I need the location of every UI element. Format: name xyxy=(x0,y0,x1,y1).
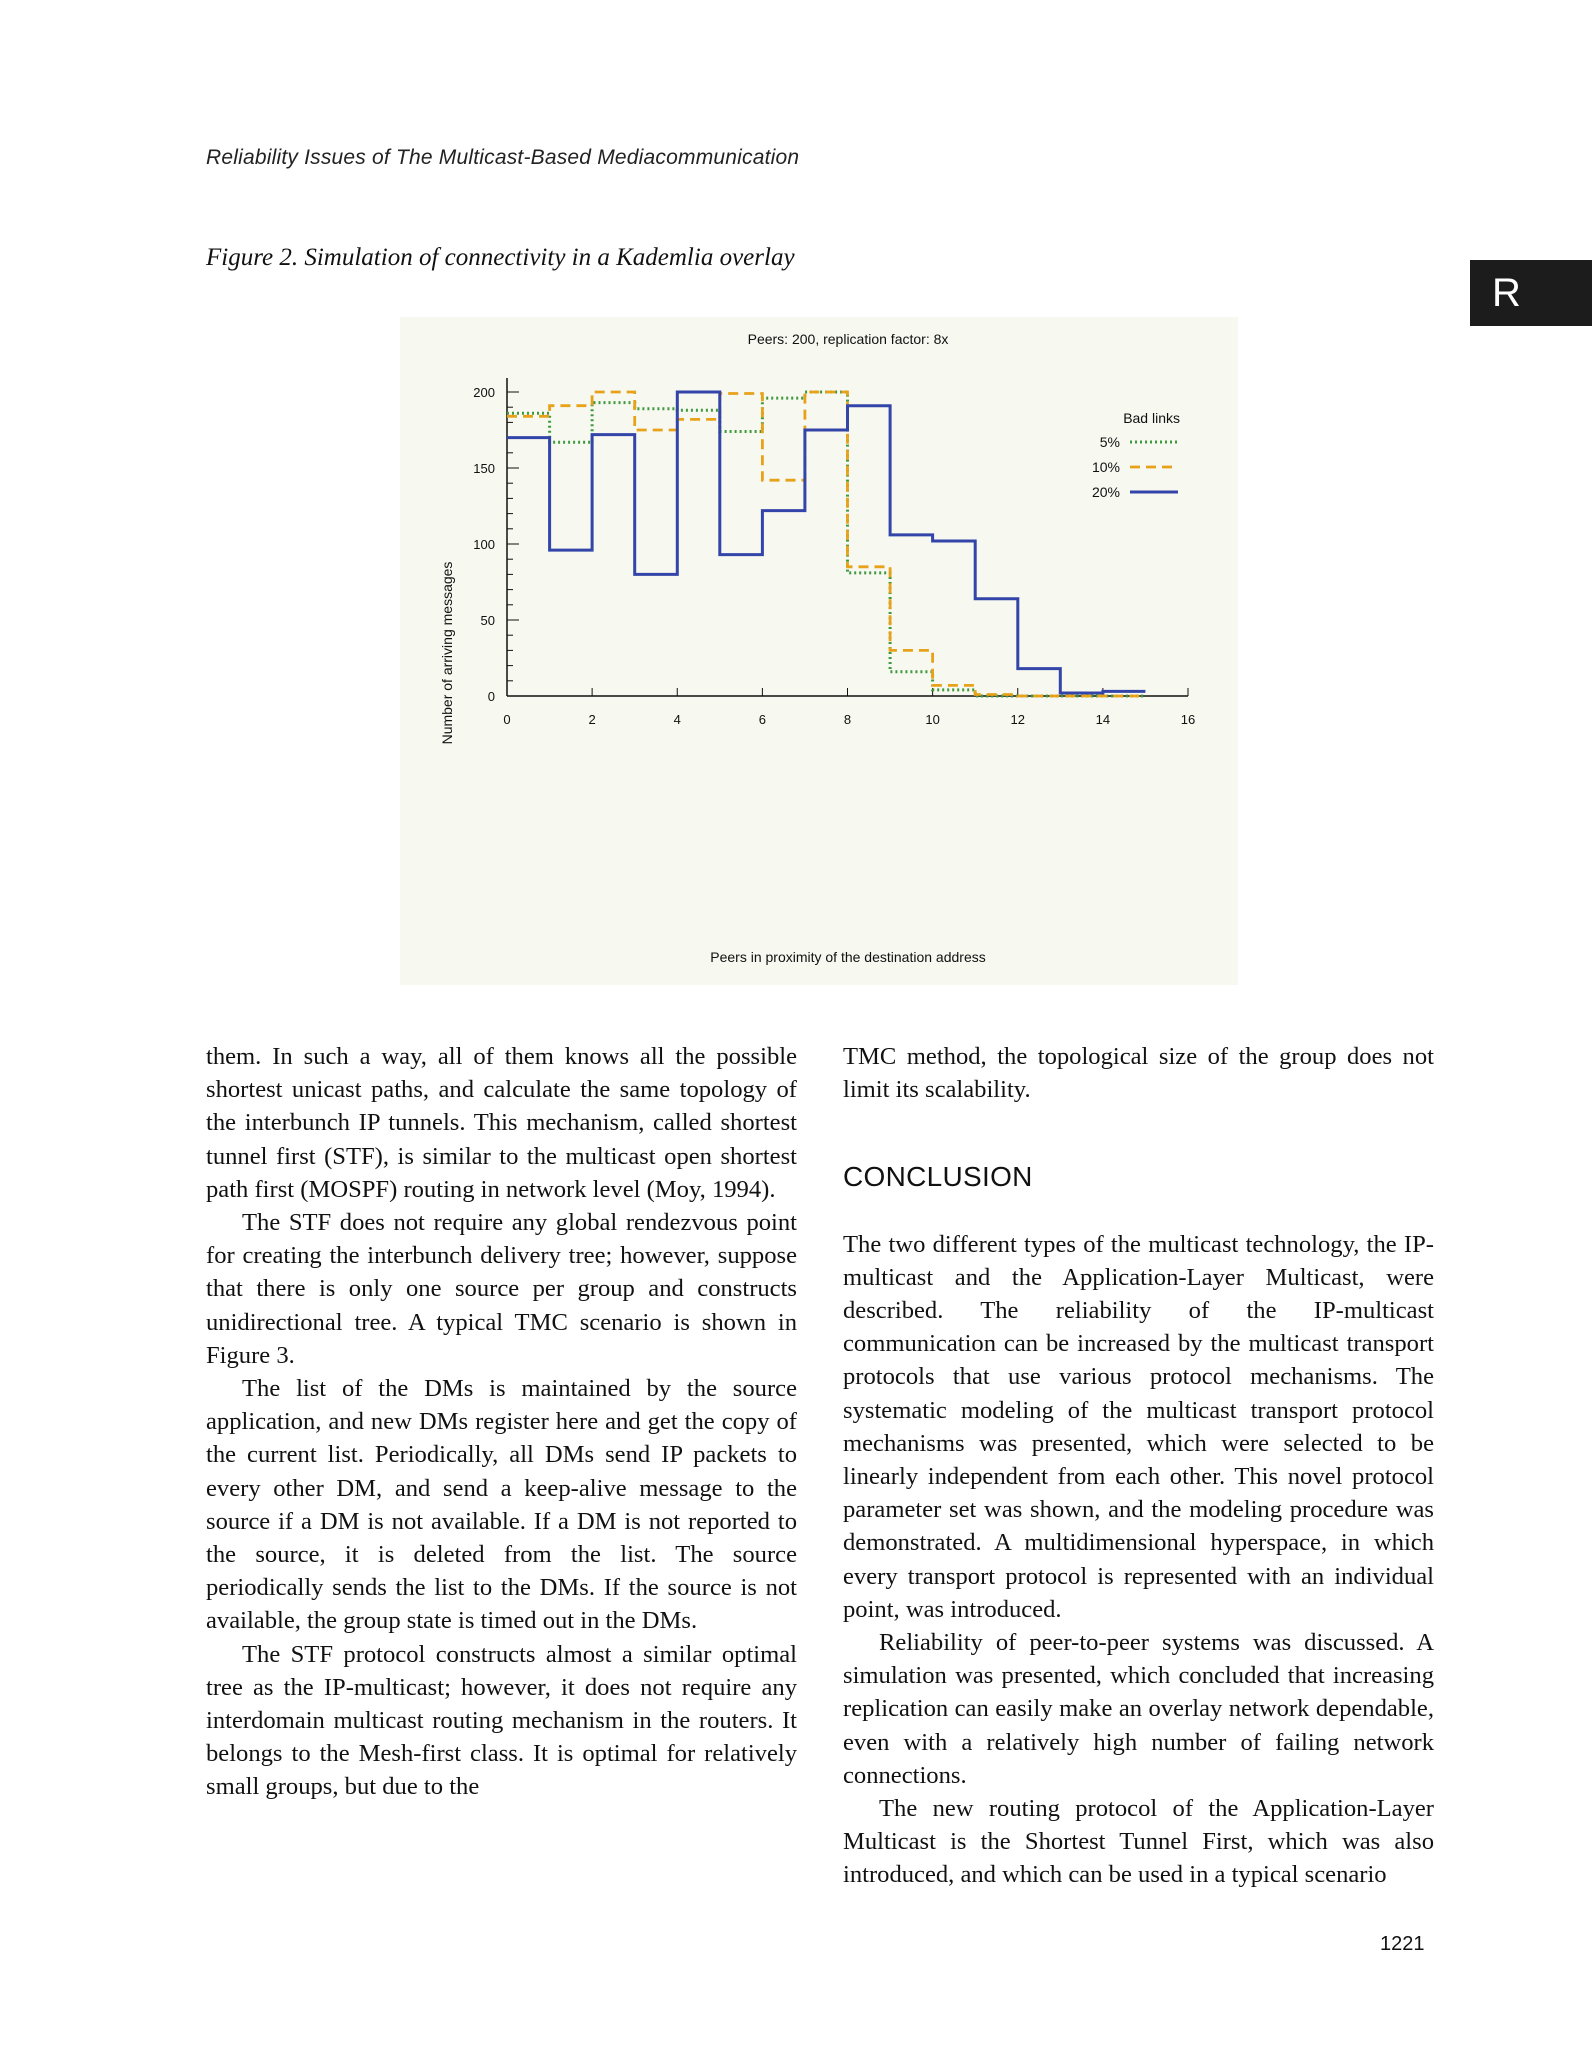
x-tick-label: 4 xyxy=(673,712,681,727)
paragraph: The list of the DMs is maintained by the source application, and new DMs register here and get the copy of the current list. Periodically, all DMs send IP packets to every other DM, and send a keep-alive message to the source if a DM is not available. If a DM is not reported to the source, it is deleted from the list. The source periodically sends the list to the DMs. If the source is not available, the group state is timed out in the DMs. xyxy=(206,1375,797,1635)
figure-chart xyxy=(400,317,1238,985)
paragraph: TMC method, the topological size of the group does not limit its scalability. xyxy=(843,1043,1434,1104)
section-tab: R xyxy=(1470,260,1592,326)
x-tick-label: 0 xyxy=(503,712,511,727)
y-tick-label: 200 xyxy=(473,385,495,400)
body-right-column xyxy=(843,1040,1434,1892)
chart-svg xyxy=(400,317,1238,985)
paragraph: The new routing protocol of the Application-Layer Multicast is the Shortest Tunnel First, which was also introduced, and which can be used in a typical scenario xyxy=(843,1795,1434,1889)
paragraph: The two different types of the multicast technology, the IP-multicast and the Application-Layer Multicast, were described. The reliability of the IP-multicast communication can be increased by the multicast transport protocols that use various protocol mechanisms. The systematic modeling of the multicast transport protocol mechanisms was presented, which were selected to be linearly independent from each other. This novel protocol parameter set was shown, and the modeling procedure was demonstrated. A multidimensional hyperspace, in which every transport protocol is represented with an individual point, was introduced. xyxy=(843,1230,1434,1623)
legend-label: 10% xyxy=(1091,459,1120,475)
paragraph: The STF does not require any global rendezvous point for creating the interbunch delivery tree; however, suppose that there is only one source per group and constructs unidirectional tree. A typical TMC scenario is shown in Figure 3. xyxy=(206,1209,797,1369)
running-header: Reliability Issues of The Multicast-Based Mediacommunication xyxy=(206,146,800,169)
y-axis-label: Number of arriving messages xyxy=(439,561,455,745)
page-number: 1221 xyxy=(1380,1933,1425,1955)
body-left-column xyxy=(206,1040,797,1804)
paragraph: Reliability of peer-to-peer systems was discussed. A simulation was presented, which concluded that increasing replication can easily make an overlay network dependable, even with a relatively high number of failing network connections. xyxy=(843,1629,1434,1789)
legend-label: 5% xyxy=(1099,434,1120,450)
conclusion-heading: CONCLUSION xyxy=(843,1161,1033,1193)
legend-label: 20% xyxy=(1091,484,1120,500)
paragraph: them. In such a way, all of them knows all the possible shortest unicast paths, and calculate the same topology of the interbunch IP tunnels. This mechanism, called shortest tunnel first (STF), is similar to the multicast open shortest path first (MOSPF) routing in network level (Moy, 1994). xyxy=(206,1043,797,1203)
y-tick-label: 0 xyxy=(487,689,495,704)
x-tick-label: 8 xyxy=(843,712,852,727)
y-tick-label: 50 xyxy=(480,613,495,628)
x-tick-label: 10 xyxy=(925,712,940,727)
figure-caption: Figure 2. Simulation of connectivity in a Kademlia overlay xyxy=(206,244,795,271)
x-axis-label: Peers in proximity of the destination address xyxy=(710,949,986,965)
y-tick-label: 100 xyxy=(473,537,495,552)
x-tick-label: 6 xyxy=(758,712,766,727)
y-tick-label: 150 xyxy=(473,461,495,476)
chart-title: Peers: 200, replication factor: 8x xyxy=(747,331,949,347)
x-tick-label: 14 xyxy=(1095,712,1111,727)
x-tick-label: 16 xyxy=(1180,712,1196,727)
paragraph: The STF protocol constructs almost a similar optimal tree as the IP-multicast; however, it does not require any interdomain multicast routing mechanism in the routers. It belongs to the Mesh-first class. It is optimal for relatively small groups, but due to the xyxy=(206,1640,797,1801)
x-tick-label: 12 xyxy=(1010,712,1025,727)
legend-title: Bad links xyxy=(1123,410,1180,426)
x-tick-label: 2 xyxy=(588,712,596,727)
